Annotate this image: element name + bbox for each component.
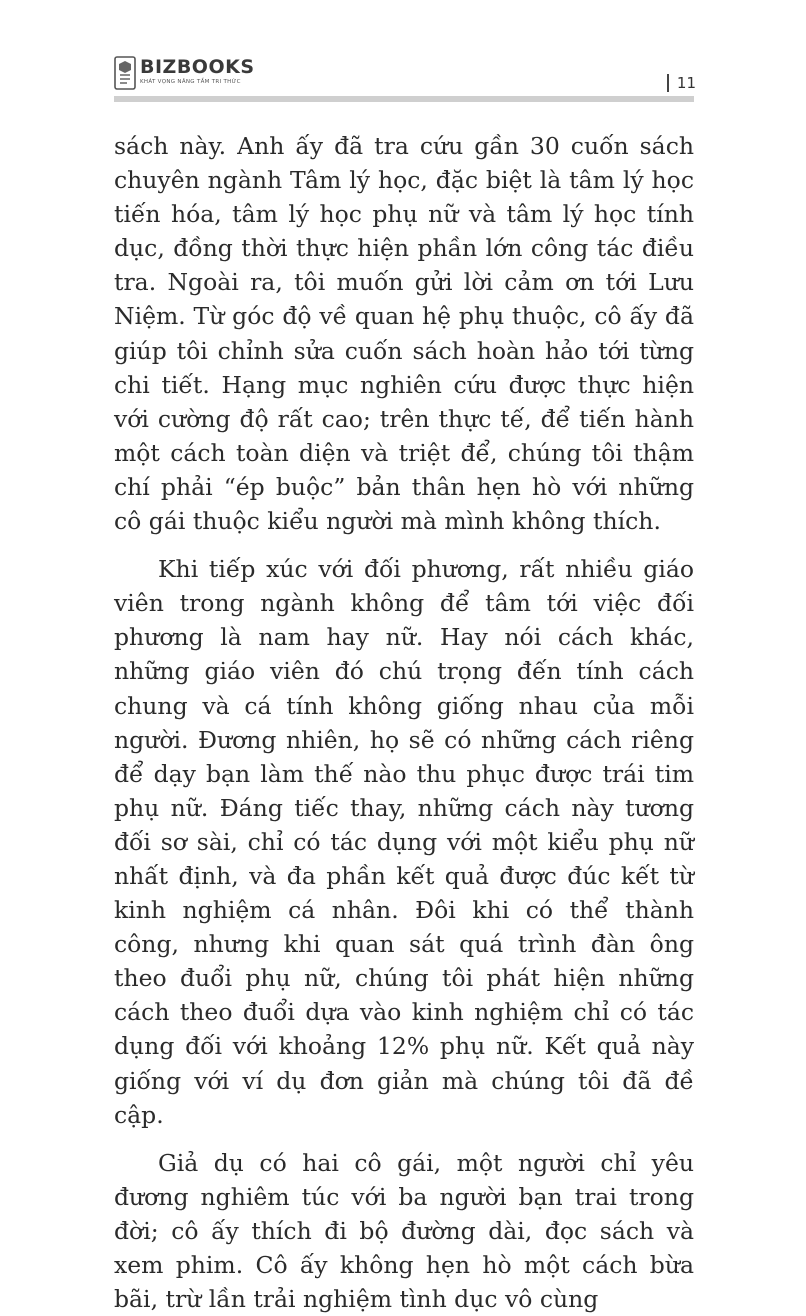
- body-text: [114, 129, 694, 1316]
- header-rule: [114, 96, 694, 102]
- brand-name: BIZBOOKS: [140, 56, 255, 78]
- page-number-divider: [667, 74, 669, 92]
- brand-tagline: KHÁT VỌNG NÂNG TẦM TRI THỨC: [140, 79, 241, 85]
- paragraph: Giả dụ có hai cô gái, một người chỉ yêu đương nghiêm túc với ba người bạn trai trong đời; cô ấy thích đi bộ đường dài, đọc sách và xem phim. Cô ấy không hẹn hò một cách bừa bãi, trừ lần trải nghiệm tình dục vô cùng: [114, 1148, 694, 1314]
- bizbooks-logo-icon: [114, 56, 136, 90]
- page-number: 11: [676, 74, 696, 92]
- publisher-logo: [114, 56, 255, 90]
- page-header: [0, 0, 806, 110]
- paragraph: Khi tiếp xúc với đối phương, rất nhiều giáo viên trong ngành không để tâm tới việc đối phương là nam hay nữ. Hay nói cách khác, những giáo viên đó chú trọng đến tính cách chung và cá tính không giống nhau của mỗi người. Đương nhiên, họ sẽ có những cách riêng để dạy bạn làm thế nào thu phục được trái tim phụ nữ. Đáng tiếc thay, những cách này tương đối sơ sài, chỉ có tác dụng với một kiểu phụ nữ nhất định, và đa phần kết quả được đúc kết từ kinh nghiệm cá nhân. Đôi khi có thể thành công, nhưng khi quan sát quá trình đàn ông theo đuổi phụ nữ, chúng tôi phát hiện những cách theo đuổi dựa vào kinh nghiệm chỉ có tác dụng đối với khoảng 12% phụ nữ. Kết quả này giống với ví dụ đơn giản mà chúng tôi đã đề cập.: [114, 555, 694, 1129]
- paragraph: sách này. Anh ấy đã tra cứu gần 30 cuốn sách chuyên ngành Tâm lý học, đặc biệt là tâm lý học tiến hóa, tâm lý học phụ nữ và tâm lý học tính dục, đồng thời thực hiện phần lớn công tác điều tra. Ngoài ra, tôi muốn gửi lời cảm ơn tới Lưu Niệm. Từ góc độ về quan hệ phụ thuộc, cô ấy đã giúp tôi chỉnh sửa cuốn sách hoàn hảo tới từng chi tiết. Hạng mục nghiên cứu được thực hiện với cường độ rất cao; trên thực tế, để tiến hành một cách toàn diện và triệt để, chúng tôi thậm chí phải “ép buộc” bản thân hẹn hò với những cô gái thuộc kiểu người mà mình không thích.: [114, 132, 694, 536]
- page-number-block: [667, 74, 696, 92]
